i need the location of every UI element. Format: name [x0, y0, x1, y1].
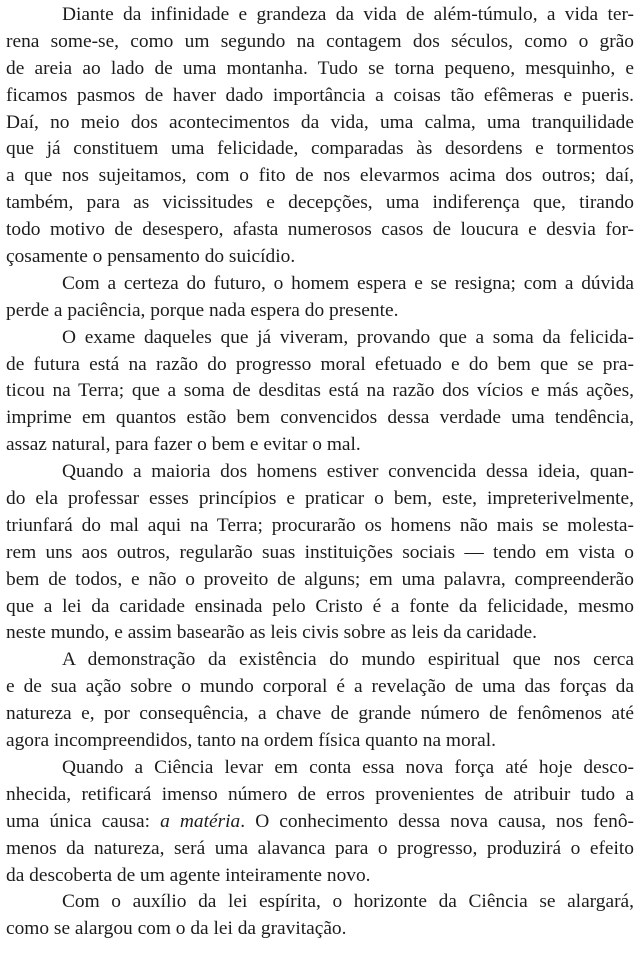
text-line — [6, 647, 634, 674]
text-line-content: . O conhecimento dessa nova causa, nos fenô- — [240, 810, 634, 832]
text-line-content: uma única causa: — [6, 810, 161, 832]
text-line-content: natureza e, por consequência, a chave de grande número de fenômenos até — [6, 703, 634, 725]
text-line-content: perde a paciência, porque nada espera do presente. — [6, 299, 399, 321]
text-line-content: çosamente o pensamento do suicídio. — [6, 246, 296, 268]
text-line — [6, 110, 634, 137]
text-line-content: ticou na Terra; que a soma de desditas está na razão dos vícios e más ações, — [6, 380, 634, 402]
text-line — [6, 728, 634, 755]
text-line-content: rena some-se, como um segundo na contagem dos séculos, como o grão — [6, 30, 634, 52]
text-line — [6, 916, 634, 943]
text-line-content: rem uns aos outros, regularão suas instituições sociais — tendo em vista o — [6, 541, 634, 563]
text-line-content: Diante da infinidade e grandeza da vida de além-túmulo, a vida ter- — [62, 4, 634, 25]
text-line-content: também, para as vicissitudes e decepções, uma indiferença que, tirando — [6, 192, 634, 214]
text-line — [6, 244, 634, 271]
text-line-content: de areia ao lado de uma montanha. Tudo se torna pequeno, mesquinho, e — [6, 57, 634, 79]
text-line — [6, 889, 634, 916]
text-line — [6, 190, 634, 217]
text-line-content: menos da natureza, será uma alavanca para o progresso, produzirá o efeito — [6, 837, 634, 859]
paragraph-4 — [6, 459, 634, 647]
text-line-content: nhecida, retificará imenso número de erros provenientes de atribuir tudo a — [6, 783, 634, 805]
text-line — [6, 56, 634, 83]
text-line-content: Daí, no meio dos acontecimentos da vida, uma calma, uma tranquilidade — [6, 111, 634, 133]
text-line — [6, 540, 634, 567]
text-line-content: A demonstração da existência do mundo espiritual que nos cerca — [62, 649, 634, 671]
text-line — [6, 217, 634, 244]
paragraph-1 — [6, 2, 634, 271]
text-line-content: triunfará do mal aqui na Terra; procurarão os homens não mais se molesta- — [6, 514, 634, 536]
text-line — [6, 674, 634, 701]
text-line — [6, 298, 634, 325]
text-line-content: que já constituem uma felicidade, comparadas às desordens e tormentos — [6, 138, 634, 160]
text-line — [6, 836, 634, 863]
text-line — [6, 136, 634, 163]
text-line-content: todo motivo de desespero, afasta numerosos casos de loucura e desvia for- — [6, 219, 634, 241]
text-line — [6, 567, 634, 594]
text-line — [6, 459, 634, 486]
text-line-content: ficamos pasmos de haver dado importância a coisas tão efêmeras e pueris. — [6, 84, 634, 106]
text-line — [6, 378, 634, 405]
paragraph-6 — [6, 755, 634, 889]
text-line-content: a que nos sujeitamos, com o fito de nos elevarmos acima dos outros; daí, — [6, 165, 634, 187]
text-line-content: imprime em quantos estão bem convencidos dessa verdade uma tendência, — [6, 407, 634, 429]
text-line-content: assaz natural, para fazer o bem e evitar o mal. — [6, 434, 361, 456]
text-line — [6, 325, 634, 352]
italic-term: a matéria — [160, 810, 241, 832]
text-line-content: que a lei da caridade ensinada pelo Cristo é a fonte da felicidade, mesmo — [6, 595, 634, 617]
paragraph-5 — [6, 647, 634, 755]
text-line — [6, 29, 634, 56]
text-line-content: Quando a maioria dos homens estiver convencida dessa ideia, quan- — [62, 461, 634, 483]
text-line — [6, 755, 634, 782]
text-line — [6, 620, 634, 647]
text-line-content: O exame daqueles que já viveram, provando que a soma da felicida- — [62, 326, 634, 348]
text-line — [6, 405, 634, 432]
paragraph-3 — [6, 325, 634, 459]
text-line — [6, 863, 634, 890]
text-line-content: e de sua ação sobre o mundo corporal é a revelação de uma das forças da — [6, 676, 634, 698]
page-text — [6, 2, 634, 943]
text-line — [6, 701, 634, 728]
text-line-content: Quando a Ciência levar em conta essa nova força até hoje desco- — [62, 756, 634, 778]
text-line-content: Com a certeza do futuro, o homem espera e se resigna; com a dúvida — [62, 272, 634, 294]
text-line — [6, 594, 634, 621]
text-line-content: da descoberta de um agente inteiramente novo. — [6, 864, 371, 886]
text-line — [6, 513, 634, 540]
text-line — [6, 352, 634, 379]
text-line — [6, 271, 634, 298]
text-line-content: Com o auxílio da lei espírita, o horizonte da Ciência se alargará, — [62, 891, 634, 913]
text-line-content: de futura está na razão do progresso moral efetuado e do bem que se pra- — [6, 353, 634, 375]
text-line — [6, 83, 634, 110]
paragraph-7 — [6, 889, 634, 943]
paragraph-2 — [6, 271, 634, 325]
text-line — [6, 782, 634, 809]
text-line — [6, 432, 634, 459]
text-line-content: do ela professar esses princípios e praticar o bem, este, impreterivelmente, — [6, 488, 634, 510]
text-line-content: como se alargou com o da lei da gravitação. — [6, 918, 347, 940]
text-line — [6, 809, 634, 836]
text-line — [6, 163, 634, 190]
text-line-content: neste mundo, e assim basearão as leis civis sobre as leis da caridade. — [6, 622, 537, 644]
text-line-content: agora incompreendidos, tanto na ordem física quanto na moral. — [6, 730, 496, 752]
text-line-content: bem de todos, e não o proveito de alguns; em uma palavra, compreenderão — [6, 568, 634, 590]
text-line — [6, 486, 634, 513]
text-line — [6, 2, 634, 29]
